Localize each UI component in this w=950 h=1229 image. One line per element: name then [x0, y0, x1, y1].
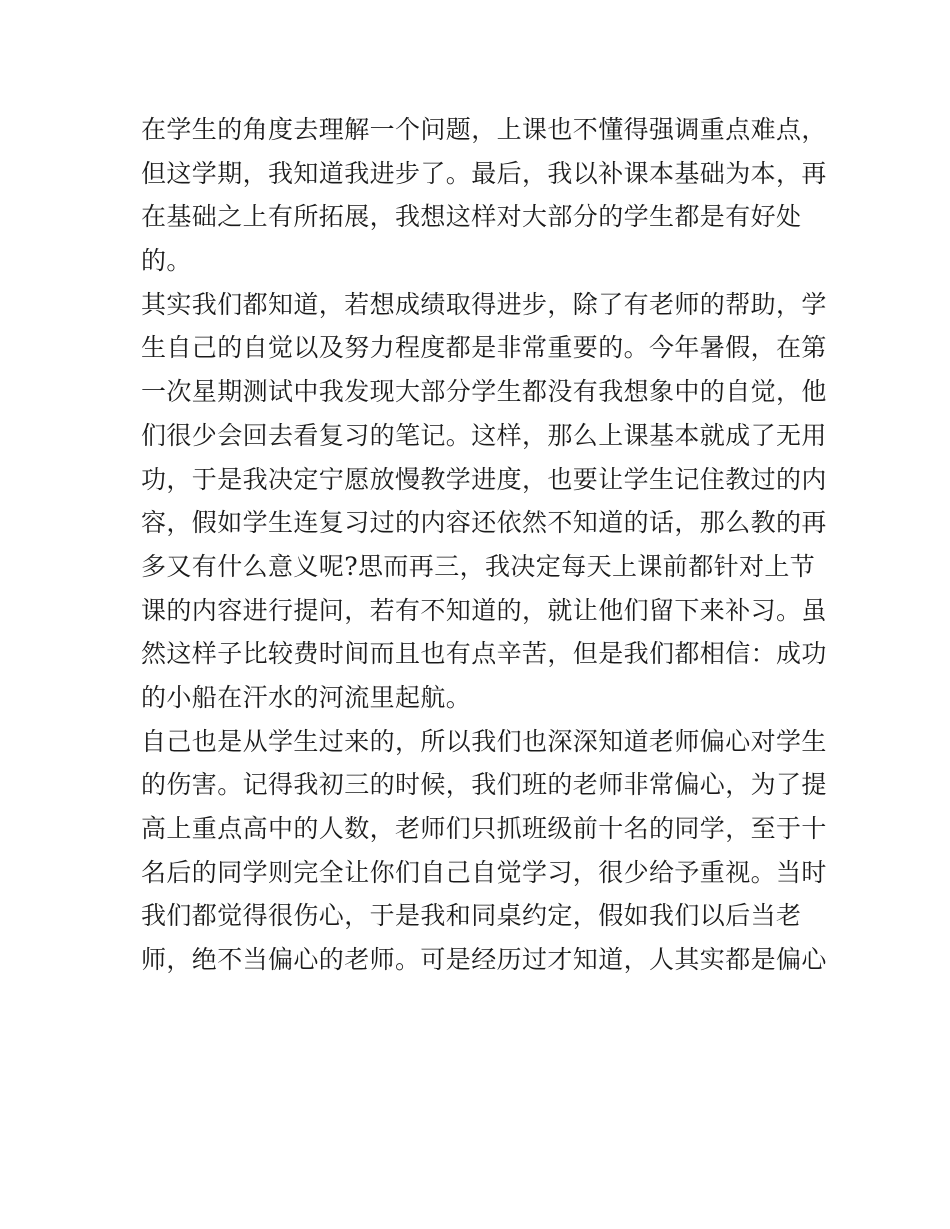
text-line: 自己也是从学生过来的，所以我们也深深知道老师偏心对学生: [141, 726, 827, 756]
text-line: 高上重点高中的人数，老师们只抓班级前十名的同学，至于十: [141, 814, 827, 843]
text-line: 多又有什么意义呢?思而再三，我决定每天上课前都针对上节: [141, 551, 816, 581]
text-line: 一次星期测试中我发现大部分学生都没有我想象中的自觉，他: [141, 377, 827, 407]
text-line: 生自己的自觉以及努力程度都是非常重要的。今年暑假，在第: [141, 333, 827, 363]
text-line: 功，于是我决定宁愿放慢教学进度，也要让学生记住教过的内: [141, 464, 827, 494]
text-line: 课的内容进行提问，若有不知道的，就让他们留下来补习。虽: [141, 595, 827, 625]
text-line: 名后的同学则完全让你们自己自觉学习，很少给予重视。当时: [141, 857, 827, 887]
text-line: 在基础之上有所拓展，我想这样对大部分的学生都是有好处: [141, 202, 802, 232]
text-line: 的伤害。记得我初三的时候，我们班的老师非常偏心，为了提: [141, 770, 827, 800]
text-line: 的小船在汗水的河流里起航。: [141, 682, 472, 712]
text-line: 在学生的角度去理解一个问题，上课也不懂得强调重点难点，: [141, 115, 827, 144]
text-line: 们很少会回去看复习的笔记。这样，那么上课基本就成了无用: [141, 420, 827, 450]
text-line: 我们都觉得很伤心，于是我和同桌约定，假如我们以后当老: [141, 901, 802, 931]
text-line: 但这学期，我知道我进步了。最后，我以补课本基础为本，再: [141, 158, 827, 188]
text-line: 然这样子比较费时间而且也有点辛苦，但是我们都相信：成功: [141, 639, 827, 669]
body-text: [141, 108, 827, 982]
text-line: 容，假如学生连复习过的内容还依然不知道的话，那么教的再: [141, 508, 827, 538]
text-line: 的。: [141, 246, 192, 276]
text-line: 其实我们都知道，若想成绩取得进步，除了有老师的帮助，学: [141, 289, 827, 319]
text-line: 师，绝不当偏心的老师。可是经历过才知道，人其实都是偏心: [141, 945, 827, 975]
